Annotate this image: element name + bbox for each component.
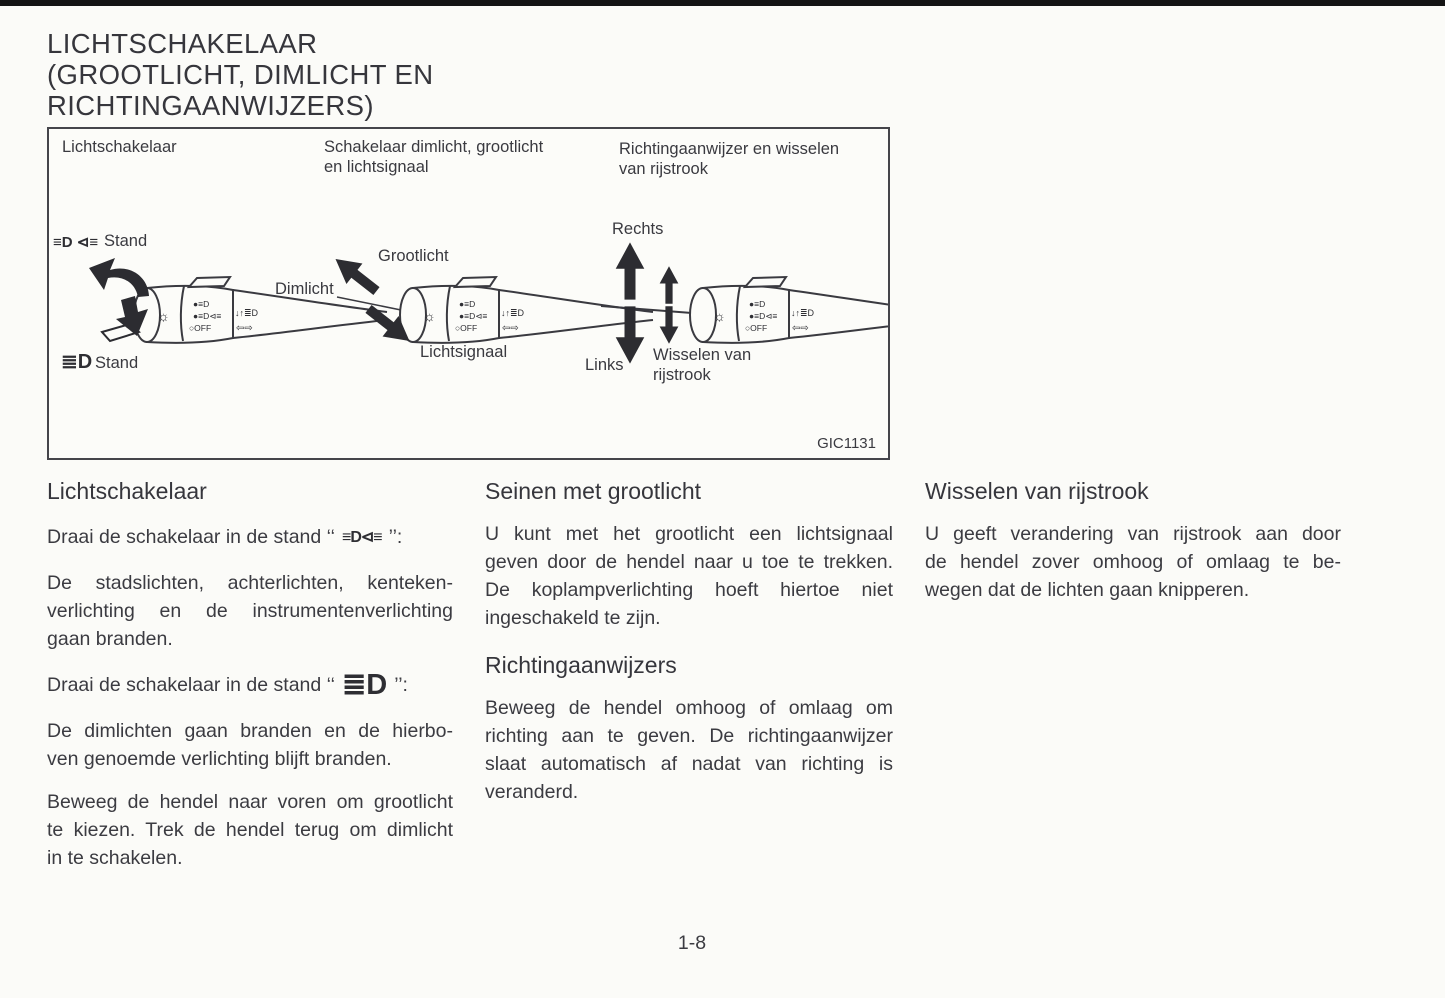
- turn-right-arrow-icon: [616, 242, 645, 299]
- figure-caption-right: Richtingaanwijzer en wisselen van rijstrook: [619, 140, 840, 178]
- paragraph: [485, 694, 893, 806]
- paragraph: [47, 717, 453, 773]
- section-heading: Richtingaanwijzers: [485, 652, 677, 678]
- grootlicht-label: Grootlicht: [378, 247, 449, 265]
- headlight-icon: ≣D: [61, 351, 93, 373]
- body-line: in te schakelen.: [47, 847, 183, 869]
- paragraph: [485, 520, 893, 632]
- body-text: ’’:: [394, 673, 408, 696]
- section-heading: Wisselen van rijstrook: [925, 478, 1149, 504]
- stalk-mark: ●≡D⊲≡: [459, 311, 488, 321]
- stalk-mark: ↓↑≣D: [791, 308, 815, 318]
- page-number: 1-8: [677, 932, 707, 954]
- column-wisselen: [925, 478, 1341, 619]
- rotate-arrow-icon: [89, 258, 149, 297]
- body-line: ven genoemde verlichting blijft branden.: [47, 748, 392, 770]
- stalk-switch-1: [134, 277, 387, 343]
- body-text: Draai de schakelaar in de stand ‘‘: [47, 673, 335, 696]
- wisselen-label: Wisselen van rijstrook: [653, 346, 752, 384]
- headlight-icon: ≣D: [341, 669, 388, 701]
- stalk-mark: ⇦⇨: [792, 323, 809, 334]
- stalk-switch-3: [690, 277, 888, 343]
- stalk-mark: ●≡D: [749, 299, 766, 309]
- column-seinen: [485, 478, 893, 821]
- body-line: ingeschakeld te zijn.: [485, 607, 661, 629]
- stand-bottom-label: Stand: [95, 354, 139, 372]
- paragraph: [47, 520, 453, 554]
- stalk-mark: ○OFF: [745, 323, 768, 333]
- section-heading: Lichtschakelaar: [47, 478, 207, 504]
- stalk-mark: ○OFF: [455, 323, 478, 333]
- grootlicht-push-arrow-icon: [328, 249, 385, 302]
- paragraph: [47, 569, 453, 653]
- figure-box: [47, 127, 890, 460]
- stalk-switch-2: [400, 277, 653, 343]
- body-line: de hendel zover omhoog of omlaag te be-: [925, 551, 1341, 573]
- body-line: gaan branden.: [47, 628, 173, 650]
- body-text: Draai de schakelaar in de stand ‘‘: [47, 525, 335, 548]
- body-text: ’’:: [388, 525, 403, 548]
- stalk-mark: ⇦⇨: [236, 323, 253, 334]
- figure-caption-mid: Schakelaar dimlicht, grootlicht en lichtsignaal: [324, 138, 544, 176]
- title-line: RICHTINGAANWIJZERS): [47, 90, 374, 121]
- dimlicht-leader-line: [337, 297, 401, 310]
- section-heading: Seinen met grootlicht: [485, 478, 702, 504]
- scan-edge-artifact: [0, 0, 1445, 6]
- stalk-mark: ●≡D⊲≡: [193, 311, 222, 321]
- paragraph: [47, 788, 453, 872]
- figure-caption-left: Lichtschakelaar: [62, 138, 177, 156]
- stalk-mark: ↓↑≣D: [235, 308, 259, 318]
- body-line: geven door de hendel naar u toe te trekken.: [485, 551, 893, 573]
- rechts-label: Rechts: [612, 220, 664, 238]
- park-light-icon: ≡D ⊲≡: [53, 234, 99, 251]
- stand-top-label: Stand: [104, 232, 148, 250]
- body-line: richting aan te geven. De richtingaanwijzer: [485, 725, 893, 747]
- body-line: wegen dat de lichten gaan knipperen.: [925, 579, 1250, 601]
- paragraph: [925, 520, 1341, 604]
- light-bulb-icon: ☼: [423, 308, 436, 324]
- stalk-mark: ●≡D⊲≡: [749, 311, 778, 321]
- body-line: De koplampverlichting hoeft hiertoe niet: [485, 579, 893, 601]
- body-line: te kiezen. Trek de hendel terug om dimlicht: [47, 819, 453, 841]
- lane-right-arrow-icon: [660, 266, 679, 303]
- light-bulb-icon: ☼: [713, 308, 726, 324]
- body-line: veranderd.: [485, 781, 579, 803]
- dimlicht-label: Dimlicht: [275, 280, 334, 298]
- body-line: De dimlichten gaan branden en de hierbo-: [47, 720, 453, 742]
- column-lichtschakelaar: [47, 478, 453, 887]
- page-title: [47, 28, 433, 121]
- lichtsignaal-label: Lichtsignaal: [420, 343, 508, 361]
- paragraph: [47, 668, 453, 702]
- stalk-mark: ↓↑≣D: [501, 308, 525, 318]
- stalk-mark: ●≡D: [459, 299, 476, 309]
- stalk-mark: ○OFF: [189, 323, 212, 333]
- body-line: De stadslichten, achterlichten, kenteken-: [47, 572, 453, 594]
- body-line: U kunt met het grootlicht een lichtsignaal: [485, 523, 893, 545]
- links-label: Links: [585, 356, 624, 374]
- body-line: verlichting en de instrumentenverlichting: [47, 600, 453, 622]
- body-line: Beweeg de hendel omhoog of omlaag om: [485, 697, 893, 719]
- stalk-mark: ⇦⇨: [502, 323, 519, 334]
- figure-code: GIC1131: [817, 435, 876, 452]
- body-line: slaat automatisch af nadat van richting is: [485, 753, 893, 775]
- title-line: (GROOTLICHT, DIMLICHT EN: [47, 59, 434, 90]
- body-line: Beweeg de hendel naar voren om grootlicht: [47, 791, 453, 813]
- title-line: LICHTSCHAKELAAR: [47, 28, 318, 59]
- stalk-mark: ●≡D: [193, 299, 210, 309]
- park-light-icon: ≡D⊲≡: [341, 529, 382, 546]
- light-bulb-icon: ☼: [157, 308, 170, 324]
- body-line: U geeft verandering van rijstrook aan door: [925, 523, 1341, 545]
